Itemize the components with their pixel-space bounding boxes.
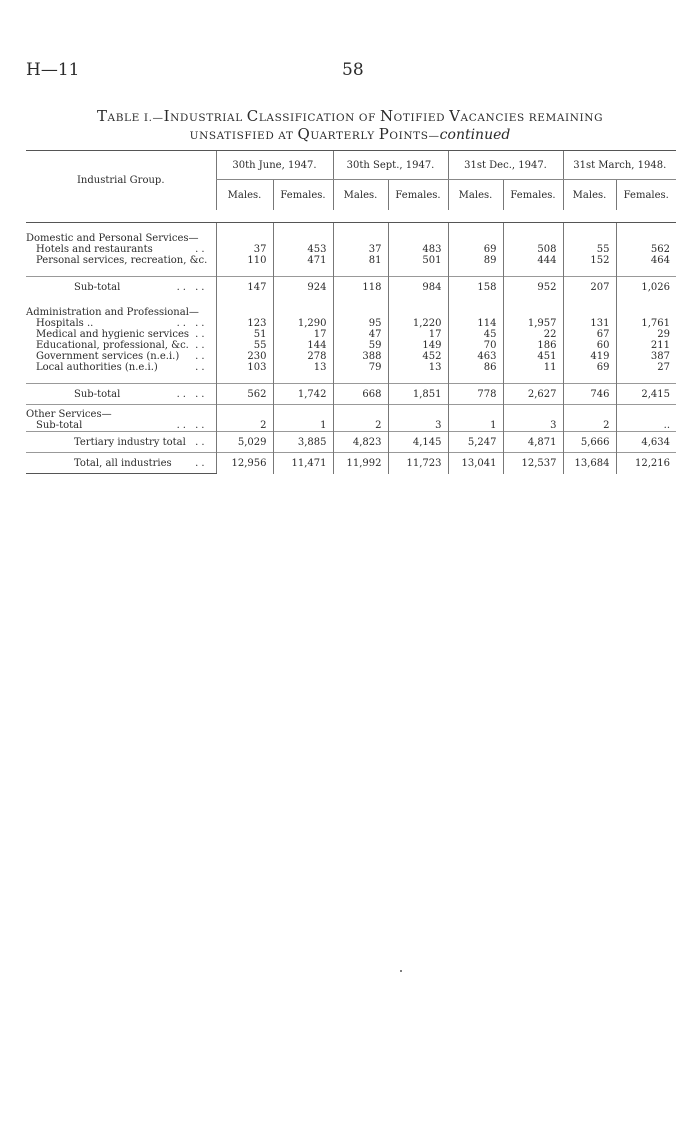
cell-value: 387 (616, 351, 676, 362)
cell-value: 2 (333, 420, 388, 432)
section-heading: Administration and Professional— (26, 307, 199, 318)
column-header-sex: Females. (388, 180, 448, 211)
cell-value: 471 (273, 255, 333, 266)
cell-value: 2 (563, 420, 616, 432)
cell-value: 452 (388, 351, 448, 362)
cell-value: 186 (503, 340, 563, 351)
cell-value: 1 (448, 420, 503, 432)
stray-mark (400, 970, 402, 972)
cell-value: 158 (448, 277, 503, 298)
cell-value: 2 (216, 420, 273, 432)
cell-value: 69 (563, 362, 616, 373)
cell-value: 464 (616, 255, 676, 266)
cell-value: 3 (388, 420, 448, 432)
cell-value: 1,851 (388, 384, 448, 405)
column-header-sex: Males. (563, 180, 616, 211)
section-heading-row (26, 307, 676, 318)
cell-value: 89 (448, 255, 503, 266)
cell-value: 562 (216, 384, 273, 405)
table-row: Medical and hygienic services .. 51 17 47 17 45 22 67 29 (26, 329, 676, 340)
tertiary-total-row: Tertiary industry total .. 5,029 3,885 4,823 4,145 5,247 4,871 5,666 4,634 (26, 432, 676, 453)
column-header-period: 31st Dec., 1947. (448, 151, 563, 180)
cell-value: 984 (388, 277, 448, 298)
column-header-sex: Males. (333, 180, 388, 211)
cell-value: 149 (388, 340, 448, 351)
cell-value: 13 (273, 362, 333, 373)
table-row: Hospitals .. .. .. 123 1,290 95 1,220 114 1,957 131 1,761 (26, 318, 676, 329)
cell-value: 17 (273, 329, 333, 340)
cell-value: 2,627 (503, 384, 563, 405)
row-label: Local authorities (n.e.i.) (36, 362, 158, 373)
cell-value: 59 (333, 340, 388, 351)
cell-value: .. (616, 420, 676, 432)
cell-value: 11,471 (273, 453, 333, 474)
table-row: Hotels and restaurants .. 37 453 37 483 69 508 55 562 (26, 244, 676, 255)
row-label: Hotels and restaurants (36, 244, 153, 255)
subtotal-row: Sub-total .. .. 562 1,742 668 1,851 778 2,627 746 2,415 (26, 384, 676, 405)
column-header-sex: Females. (273, 180, 333, 211)
row-label: Tertiary industry total (74, 436, 186, 448)
column-header-sex: Males. (216, 180, 273, 211)
row-label: Sub-total (74, 281, 121, 293)
table-row (26, 255, 676, 266)
cell-value: 207 (563, 277, 616, 298)
row-label: Total, all industries (74, 457, 172, 469)
cell-value: 131 (563, 318, 616, 329)
cell-value: 668 (333, 384, 388, 405)
cell-value: 778 (448, 384, 503, 405)
cell-value: 3,885 (273, 432, 333, 453)
cell-value: 952 (503, 277, 563, 298)
section-heading-row (26, 233, 676, 244)
column-header-period: 30th June, 1947. (216, 151, 333, 180)
column-header-sex: Males. (448, 180, 503, 211)
cell-value: 79 (333, 362, 388, 373)
column-header-period: 31st March, 1948. (563, 151, 676, 180)
cell-value: 12,537 (503, 453, 563, 474)
row-label: Hospitals .. (36, 318, 94, 329)
cell-value: 95 (333, 318, 388, 329)
cell-value: 453 (273, 244, 333, 255)
cell-value: 118 (333, 277, 388, 298)
row-label: Medical and hygienic services (36, 329, 190, 340)
cell-value: 69 (448, 244, 503, 255)
cell-value: 13,041 (448, 453, 503, 474)
cell-value: 86 (448, 362, 503, 373)
column-header-sex: Females. (616, 180, 676, 211)
cell-value: 67 (563, 329, 616, 340)
table-row: Government services (n.e.i.) .. 230 278 388 452 463 451 419 387 (26, 351, 676, 362)
cell-value: 4,634 (616, 432, 676, 453)
subtotal-row: Sub-total .. .. 2 1 2 3 1 3 2 .. (26, 420, 676, 432)
cell-value: 1 (273, 420, 333, 432)
cell-value: 1,290 (273, 318, 333, 329)
cell-value: 114 (448, 318, 503, 329)
cell-value: 11,992 (333, 453, 388, 474)
cell-value: 419 (563, 351, 616, 362)
cell-value: 924 (273, 277, 333, 298)
cell-value: 451 (503, 351, 563, 362)
cell-value: 1,957 (503, 318, 563, 329)
cell-value: 501 (388, 255, 448, 266)
cell-value: 110 (216, 255, 273, 266)
cell-value: 81 (333, 255, 388, 266)
cell-value: 1,742 (273, 384, 333, 405)
cell-value: 278 (273, 351, 333, 362)
subtotal-row: Sub-total .. .. 147 924 118 984 158 952 207 1,026 (26, 277, 676, 298)
cell-value: 508 (503, 244, 563, 255)
cell-value: 4,823 (333, 432, 388, 453)
cell-value: 483 (388, 244, 448, 255)
vacancies-table (26, 150, 676, 474)
row-label: Personal services, recreation, &c. (36, 255, 208, 266)
table-row: Local authorities (n.e.i.) .. 103 13 79 13 86 11 69 27 (26, 362, 676, 373)
cell-value: 60 (563, 340, 616, 351)
cell-value: 1,220 (388, 318, 448, 329)
cell-value: 388 (333, 351, 388, 362)
cell-value: 211 (616, 340, 676, 351)
cell-value: 13 (388, 362, 448, 373)
cell-value: 22 (503, 329, 563, 340)
cell-value: 147 (216, 277, 273, 298)
column-header-industrial-group: Industrial Group. (76, 175, 165, 186)
cell-value: 463 (448, 351, 503, 362)
page-code: H—11 (26, 60, 80, 80)
row-label: Educational, professional, &c. (36, 340, 189, 351)
column-header-sex: Females. (503, 180, 563, 211)
page-number: 58 (342, 60, 364, 80)
cell-value: 11,723 (388, 453, 448, 474)
cell-value: 1,761 (616, 318, 676, 329)
row-label: Sub-total (36, 420, 83, 431)
cell-value: 1,026 (616, 277, 676, 298)
row-label: Government services (n.e.i.) (36, 351, 180, 362)
cell-value: 45 (448, 329, 503, 340)
cell-value: 70 (448, 340, 503, 351)
cell-value: 562 (616, 244, 676, 255)
cell-value: 4,145 (388, 432, 448, 453)
table-row: Educational, professional, &c. .. 55 144 59 149 70 186 60 211 (26, 340, 676, 351)
cell-value: 5,029 (216, 432, 273, 453)
cell-value: 13,684 (563, 453, 616, 474)
row-label: Sub-total (74, 388, 121, 400)
cell-value: 37 (216, 244, 273, 255)
cell-value: 12,216 (616, 453, 676, 474)
cell-value: 4,871 (503, 432, 563, 453)
cell-value: 144 (273, 340, 333, 351)
section-heading: Domestic and Personal Services— (26, 233, 199, 244)
cell-value: 47 (333, 329, 388, 340)
section-heading: Other Services— (26, 409, 112, 420)
cell-value: 37 (333, 244, 388, 255)
cell-value: 12,956 (216, 453, 273, 474)
cell-value: 746 (563, 384, 616, 405)
table-title-line-2: UNSATISFIED AT QUARTERLY POINTS—continued (189, 125, 511, 143)
cell-value: 152 (563, 255, 616, 266)
cell-value: 11 (503, 362, 563, 373)
cell-value: 3 (503, 420, 563, 432)
cell-value: 5,247 (448, 432, 503, 453)
cell-value: 230 (216, 351, 273, 362)
cell-value: 103 (216, 362, 273, 373)
cell-value: 55 (216, 340, 273, 351)
cell-value: 444 (503, 255, 563, 266)
cell-value: 2,415 (616, 384, 676, 405)
section-heading-row (26, 405, 676, 421)
cell-value: 17 (388, 329, 448, 340)
cell-value: 29 (616, 329, 676, 340)
cell-value: 51 (216, 329, 273, 340)
cell-value: 123 (216, 318, 273, 329)
grand-total-row: Total, all industries .. 12,956 11,471 11,992 11,723 13,041 12,537 13,684 12,216 (26, 453, 676, 474)
column-header-period: 30th Sept., 1947. (333, 151, 448, 180)
cell-value: 5,666 (563, 432, 616, 453)
cell-value: 55 (563, 244, 616, 255)
cell-value: 27 (616, 362, 676, 373)
table-title-line-1: TABLE I.—INDUSTRIAL CLASSIFICATION OF NOTIFIED VACANCIES REMAINING (96, 107, 604, 125)
